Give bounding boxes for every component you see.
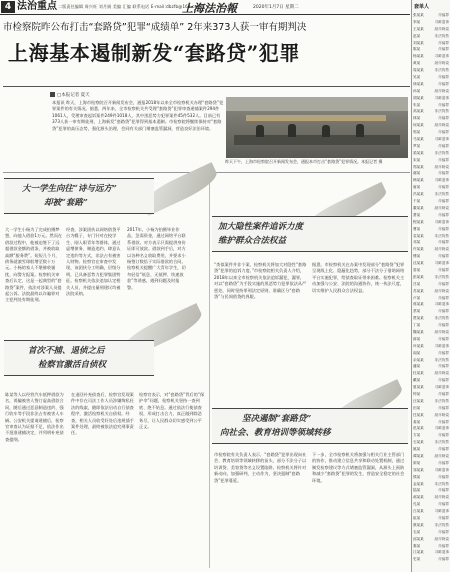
section-1-column-3: 2017年，小杨为拍摄毕业作品，急需资金，通过网络平台联系借款。对方表示只需提供身份证即可放款。借款到手后，对方以各种名义收取费用，并要求小杨签订数倍于实际借款的合同。检察机关提醒广大青年学生，切勿轻信“低息、无抵押、快速放款”等诱惑，遇到问题及时报警。	[127, 227, 186, 290]
sidebar-row	[413, 439, 449, 446]
charge-label: 敲诈勒索	[434, 123, 449, 128]
section-1-column-1: 大一学生小杨为了完成拍摄梦想，向他人借款1万元。然而在借款过程中，他被迫签下了远超借款金额的借条，并被收取高额“服务费”。短短几个月，债务就滚雪球般增至数十万元。小杨的家人不堪催收骚扰，向警方报案。检察机关审查后认定，这是一起典型的“套路贷”案件，依法对涉案人员提起公诉。法院最终以诈骗罪对主犯判处有期徒刑。	[5, 227, 63, 303]
sidebar-row	[413, 315, 449, 322]
section-1-title-line2: 却被“套路”	[44, 198, 88, 208]
charge-label: 寻衅滋事	[434, 137, 449, 142]
defendant-name: 孙某	[413, 88, 421, 93]
charge-label: 寻衅滋事	[434, 467, 449, 472]
defendant-name: 康某某	[413, 522, 424, 527]
section-3-title-line2: 检察官激活自侦权	[38, 360, 107, 370]
sidebar-row	[413, 494, 449, 501]
charge-label: 诈骗罪	[438, 516, 449, 521]
section-2-title-line2: 维护群众合法权益	[218, 236, 287, 246]
charge-label: 诈骗罪	[438, 143, 449, 148]
defendant-name: 董某某	[413, 205, 424, 210]
charge-label: 诈骗罪	[438, 378, 449, 383]
section-number-badge: 4	[1, 1, 15, 13]
sidebar-row	[413, 81, 449, 88]
charge-label: 诈骗罪	[438, 212, 449, 217]
sidebar-row	[413, 219, 449, 226]
defendant-name: 田某	[413, 405, 421, 410]
charge-label: 诈骗罪	[438, 364, 449, 369]
charge-label: 敲诈勒索	[434, 164, 449, 169]
byline: □本报记者 夏天	[57, 93, 90, 98]
sidebar-row	[413, 308, 449, 315]
defendant-name: 朱某	[413, 102, 421, 107]
sidebar-row	[413, 536, 449, 543]
charge-label: 非法拘禁	[434, 109, 449, 114]
section-4-title-line2: 向社会、教育培训等领域转移	[220, 428, 331, 438]
defendant-name: 萧某	[413, 212, 421, 217]
defendant-name: 冯某某	[413, 192, 424, 197]
sidebar-row	[413, 405, 449, 412]
charge-label: 寻衅滋事	[434, 302, 449, 307]
defendant-name: 杜某某	[413, 371, 424, 376]
section-2-title-line1: 加大隐性案件追诉力度	[218, 222, 304, 232]
sidebar-row	[413, 556, 449, 563]
main-headline: 上海基本遏制新发“套路贷”犯罪	[8, 41, 301, 65]
sidebar-row	[413, 46, 449, 53]
section-2-title-box	[212, 216, 408, 252]
sidebar-row	[413, 301, 449, 308]
section-3-column-3: 检察官表示，对“套路贷”背后的“保护伞”问题，检察机关坚持一查到底、绝不姑息。通过依法行使侦查权，形成打击合力，真正做到除恶务尽，让人民群众切实感受到公平正义。	[139, 392, 205, 430]
defendant-name: 贾某某	[413, 316, 424, 321]
charge-label: 敲诈勒索	[434, 536, 449, 541]
charge-label: 非法拘禁	[434, 192, 449, 197]
defendant-name: 苏某某	[413, 288, 424, 293]
sidebar-row	[413, 522, 449, 529]
sidebar-row	[413, 157, 449, 164]
sidebar-row	[413, 267, 449, 274]
charge-label: 敲诈勒索	[434, 61, 449, 66]
sidebar-list	[413, 12, 449, 563]
section-4-title-box	[212, 408, 408, 444]
defendant-name: 戴某	[413, 378, 421, 383]
sidebar-row	[413, 212, 449, 219]
headline-rule	[3, 86, 410, 87]
defendant-name: 姜某	[413, 419, 421, 424]
sidebar-row	[413, 136, 449, 143]
defendant-name: 阎某	[413, 350, 421, 355]
sidebar-row	[413, 233, 449, 240]
charge-label: 敲诈勒索	[434, 412, 449, 417]
charge-label: 诈骗罪	[438, 323, 449, 328]
charge-label: 非法拘禁	[434, 150, 449, 155]
sidebar-row	[413, 501, 449, 508]
defendant-name: 曾某	[413, 267, 421, 272]
sidebar-row	[413, 336, 449, 343]
section-4-column-2: 下一步，全市检察机关将加强与相关行业主管部门的协作，推动建立信息共享和联动处置机制，通过制发检察建议等方式堵塞监管漏洞，从源头上预防和减少“套路贷”犯罪的发生，营造安全稳定的社会环境。	[312, 452, 405, 483]
sidebar-row	[413, 487, 449, 494]
defendant-name: 秦某	[413, 543, 421, 548]
sidebar-row	[413, 432, 449, 439]
sidebar-row	[413, 164, 449, 171]
sidebar-row	[413, 198, 449, 205]
charge-label: 诈骗罪	[438, 75, 449, 80]
defendant-name: 卢某	[413, 295, 421, 300]
defendant-name: 廖某	[413, 460, 421, 465]
sidebar-row	[413, 549, 449, 556]
sidebar-row	[413, 508, 449, 515]
sidebar-row	[413, 143, 449, 150]
photo-person	[322, 125, 330, 137]
charge-label: 非法拘禁	[434, 440, 449, 445]
charge-label: 寻衅滋事	[434, 261, 449, 266]
defendant-name: 陈某	[413, 47, 421, 52]
charge-label: 诈骗罪	[438, 405, 449, 410]
charge-label: 非法拘禁	[434, 357, 449, 362]
newspaper-masthead: 上海法治報	[182, 2, 237, 15]
sidebar-row	[413, 391, 449, 398]
sidebar-row	[413, 12, 449, 19]
photo-person	[256, 125, 264, 137]
defendant-name: 叶某某	[413, 343, 424, 348]
charge-label: 诈骗罪	[438, 350, 449, 355]
defendant-name: 陆某	[413, 488, 421, 493]
charge-label: 诈骗罪	[438, 460, 449, 465]
charge-label: 非法拘禁	[434, 68, 449, 73]
defendant-name: 徐某某	[413, 81, 424, 86]
defendant-name: 林某	[413, 116, 421, 121]
defendant-name: 李某	[413, 19, 421, 24]
defendant-name: 赵某	[413, 33, 421, 38]
defendant-name: 马某某	[413, 137, 424, 142]
charge-label: 诈骗罪	[438, 488, 449, 493]
charge-label: 寻衅滋事	[434, 95, 449, 100]
defendant-name: 邹某某	[413, 467, 424, 472]
press-conference-photo	[226, 97, 408, 158]
sidebar-row	[413, 246, 449, 253]
sidebar-row	[413, 412, 449, 419]
defendant-name: 邱某某	[413, 536, 424, 541]
defendant-name: 史某	[413, 557, 421, 562]
charge-label: 诈骗罪	[438, 40, 449, 45]
defendant-name: 周某某	[413, 68, 424, 73]
defendant-name: 许某某	[413, 247, 424, 252]
charge-label: 敲诈勒索	[434, 288, 449, 293]
charge-label: 诈骗罪	[438, 557, 449, 562]
charge-label: 寻衅滋事	[434, 19, 449, 24]
defendant-name: 姚某	[413, 447, 421, 452]
sidebar-row	[413, 95, 449, 102]
defendant-name: 唐某	[413, 185, 421, 190]
sidebar-row	[413, 515, 449, 522]
charge-label: 诈骗罪	[438, 171, 449, 176]
charge-label: 寻衅滋事	[434, 385, 449, 390]
defendant-name: 熊某	[413, 474, 421, 479]
sidebar-row	[413, 322, 449, 329]
charge-label: 非法拘禁	[434, 233, 449, 238]
section-3-column-1: 陈某等人以经营汽车抵押借款为名，诱骗被害人签订虚高借款合同，随后通过恶意制造违约、强行收车等手段非法占有被害人车辆。公安机关提请逮捕后，检察官审查认为证据不足，依法作出不批准逮捕决定，并列明补充侦查提纲。	[5, 392, 64, 442]
sidebar-row	[413, 170, 449, 177]
editor-credits: 二版责任编辑 周兴旺 刘月娟 美编 汇编 联系电话 E-mail:dbzfb@163.com	[58, 4, 202, 9]
defendant-name: 傅某	[413, 254, 421, 259]
section-3-title-line1: 首次不捕、退侦之后	[28, 346, 105, 356]
sidebar-row	[413, 184, 449, 191]
sidebar-row	[413, 33, 449, 40]
section-4-column-1: 市检察院有关负责人表示，“套路贷”犯罪出现向社会、教育培训等领域转移的苗头，部分不法分子以培训贷、美容贷等名义设置陷阱。检察机关将针对新动向，加强研判，主动作为，坚决遏制“套路贷”犯罪蔓延。	[214, 452, 307, 483]
sidebar-row	[413, 60, 449, 67]
charge-label: 诈骗罪	[438, 47, 449, 52]
charge-label: 诈骗罪	[438, 391, 449, 396]
charge-label: 寻衅滋事	[434, 509, 449, 514]
defendant-name: 蔡某	[413, 309, 421, 314]
sidebar-row	[413, 460, 449, 467]
defendant-name: 金某某	[413, 481, 424, 486]
charge-label: 非法拘禁	[434, 481, 449, 486]
defendant-name: 胡某某	[413, 95, 424, 100]
defendant-name: 夏某某	[413, 385, 424, 390]
section-name: 法治重点	[17, 1, 57, 12]
section-4-title-line1: 坚决遏制“套路贷”	[242, 414, 312, 424]
section-1-title-line1: 大一学生向往“诗与远方”	[22, 184, 117, 194]
sidebar-row	[413, 350, 449, 357]
defendant-name: 王某某	[413, 26, 424, 31]
sidebar-row	[413, 191, 449, 198]
charge-label: 诈骗罪	[438, 240, 449, 245]
column-divider	[209, 176, 210, 568]
charge-label: 诈骗罪	[438, 529, 449, 534]
sidebar-row	[413, 543, 449, 550]
sidebar-row	[413, 343, 449, 350]
charge-label: 敲诈勒索	[434, 329, 449, 334]
sidebar-row	[413, 239, 449, 246]
sidebar-row	[413, 40, 449, 47]
defendant-name: 黄某	[413, 61, 421, 66]
photo-backdrop	[226, 97, 408, 111]
lead-paragraph: 本报讯 昨天，上海市检察院召开新闻发布会，通报2018年以来全市检察机关办理“套路贷”犯罪案件的有关情况。据悉，两年来，全市检察机关共受理“套路贷”犯罪审查逮捕案件294件1061人，受理审查起诉案件249件1018人，其中黑恶势力犯罪案件45件532人。目前已有373人获一审有期徒刑，上海新发“套路贷”犯罪得到基本遏制。市检察院将继续保持对“套路贷”犯罪的高压态势，强化源头治理，会同有关部门堵塞监管漏洞，营造良好法治环境。	[52, 100, 224, 131]
sidebar-row	[413, 329, 449, 336]
defendant-name: 崔某	[413, 516, 421, 521]
defendant-name: 高某某	[413, 109, 424, 114]
defendant-name: 何某某	[413, 123, 424, 128]
sidebar-row	[413, 88, 449, 95]
defendant-name: 于某	[413, 199, 421, 204]
defendant-name: 张某某	[413, 13, 424, 17]
sidebar-row	[413, 177, 449, 184]
charge-label: 诈骗罪	[438, 157, 449, 162]
defendant-name: 孔某	[413, 502, 421, 507]
charge-label: 敲诈勒索	[434, 26, 449, 31]
defendant-name: 郭某	[413, 130, 421, 135]
section-3-title-box	[4, 340, 154, 376]
charge-label: 诈骗罪	[438, 281, 449, 286]
charge-label: 诈骗罪	[438, 295, 449, 300]
sidebar-row	[413, 67, 449, 74]
sidebar-row	[413, 53, 449, 60]
sidebar-row	[413, 453, 449, 460]
sidebar-row	[413, 115, 449, 122]
sidebar-row	[413, 150, 449, 157]
defendant-name: 吴某	[413, 75, 421, 80]
charge-label: 非法拘禁	[434, 274, 449, 279]
sidebar-row	[413, 425, 449, 432]
charge-label: 寻衅滋事	[434, 426, 449, 431]
sidebar-row	[413, 529, 449, 536]
photo-caption: 昨天下午，上海市检察院召开新闻发布会，通报本市打击“套路贷”犯罪情况。本报记者 摄	[225, 159, 383, 164]
charge-label: 敲诈勒索	[434, 247, 449, 252]
sidebar-row	[413, 295, 449, 302]
sidebar-row	[413, 419, 449, 426]
charge-label: 敲诈勒索	[434, 454, 449, 458]
charge-label: 诈骗罪	[438, 543, 449, 548]
defendant-name: 袁某某	[413, 233, 424, 238]
section-3-column-2: 在退回补充侦查后，检察官发现案件中存在司法工作人员涉嫌徇私枉法的线索，随即依法启动自行侦查程序，激活检察机关自侦权。经查，相关人员收受好处后违规插手案件处理，最终被依法追究刑事责任。	[71, 392, 134, 436]
photo-banner	[246, 115, 386, 121]
defendant-name: 汪某某	[413, 398, 424, 403]
sidebar-row	[413, 384, 449, 391]
sidebar-row	[413, 102, 449, 109]
sidebar-row	[413, 129, 449, 136]
charge-label: 诈骗罪	[438, 474, 449, 479]
charge-label: 诈骗罪	[438, 199, 449, 204]
defendant-name: 潘某	[413, 364, 421, 369]
defendant-name: 白某某	[413, 509, 424, 514]
defendant-name: 郑某某	[413, 164, 424, 169]
headline-kicker: 市检察院昨公布打击“套路贷”犯罪“成绩单” 2年来373人获一审有期判决	[3, 22, 307, 33]
charge-label: 诈骗罪	[438, 185, 449, 190]
sidebar-row	[413, 474, 449, 481]
photo-person	[288, 124, 296, 137]
charge-label: 诈骗罪	[438, 130, 449, 135]
sidebar-row	[413, 377, 449, 384]
charge-label: 敲诈勒索	[434, 495, 449, 500]
charge-label: 非法拘禁	[434, 522, 449, 527]
defendant-name: 余某某	[413, 357, 424, 362]
defendant-name: 韩某某	[413, 178, 424, 183]
charge-label: 寻衅滋事	[434, 54, 449, 59]
defendant-name: 彭某某	[413, 274, 424, 279]
sidebar-row	[413, 281, 449, 288]
sidebar-row	[413, 74, 449, 81]
charge-label: 诈骗罪	[438, 81, 449, 86]
defendant-name: 刘某某	[413, 40, 424, 45]
defendant-name: 魏某某	[413, 329, 424, 334]
charge-label: 诈骗罪	[438, 447, 449, 452]
byline-marker-icon	[50, 92, 55, 97]
sidebar-row	[413, 446, 449, 453]
defendant-name: 江某某	[413, 550, 424, 555]
charge-label: 诈骗罪	[438, 102, 449, 107]
defendant-name: 邓某	[413, 240, 421, 245]
charge-label: 诈骗罪	[438, 13, 449, 17]
charge-label: 诈骗罪	[438, 116, 449, 121]
defendant-name: 郝某某	[413, 495, 424, 500]
defendant-name: 毛某	[413, 529, 421, 534]
defendant-name: 曹某	[413, 226, 421, 231]
section-2-column-2: 据悉，市检察机关在办案中发现部分“套路贷”犯罪呈现线上化、隐蔽化趋势，部分不法分子借助网络平台实施犯罪，给侦查取证带来困难。检察机关主动加强与公安、法院的沟通协作，统一执法尺度，切实维护人民群众合法权益。	[312, 262, 405, 293]
defendant-name: 杨某某	[413, 54, 424, 59]
charge-label: 诈骗罪	[438, 267, 449, 272]
charge-label: 诈骗罪	[438, 433, 449, 438]
section-1-title-box	[4, 178, 154, 214]
charge-label: 非法拘禁	[434, 398, 449, 403]
sidebar-row	[413, 260, 449, 267]
photo-person	[356, 124, 364, 137]
defendant-name: 任某某	[413, 412, 424, 417]
defendant-name: 罗某	[413, 143, 421, 148]
charge-label: 敲诈勒索	[434, 371, 449, 376]
sidebar-row	[413, 226, 449, 233]
section-2-column-1: “类似案件并非个案，检察机关将加大对隐性“套路贷”犯罪的追诉力度。”市检察院相关负责人介绍，2018年以来全市检察机关依法追诉漏犯、漏罪，对以“套路贷”为手段实施的黑恶势力犯罪依法从严惩处，同时坚持罪刑法定原则，准确区分“套路贷”与民间借贷的界限。	[214, 262, 307, 300]
charge-label: 诈骗罪	[438, 419, 449, 424]
charge-label: 寻衅滋事	[434, 219, 449, 224]
sidebar-row	[413, 274, 449, 281]
charge-label: 诈骗罪	[438, 226, 449, 231]
sidebar-row	[413, 370, 449, 377]
defendant-name: 丁某	[413, 323, 421, 328]
section-1-column-2: 经查，涉案团伙以网络借贷平台为幌子，专门针对在校学生、刚入职青年等群体，通过虚增债务、制造违约、肆意认定违约等方式，非法占有被害人财物。检察官在审查中发现，该团伙分工明确，层级分明，已具备恶势力犯罪集团特征。检察机关依法追加认定相关人员，并提出量刑建议均被法院采纳。	[66, 227, 121, 297]
defendant-name: 范某某	[413, 426, 424, 431]
defendant-name: 程某某	[413, 219, 424, 224]
defendant-name: 谢某	[413, 171, 421, 176]
defendant-name: 谭某某	[413, 454, 424, 458]
charge-label: 寻衅滋事	[434, 343, 449, 348]
charge-label: 寻衅滋事	[434, 178, 449, 183]
sidebar-row	[413, 288, 449, 295]
sidebar-row	[413, 19, 449, 26]
sidebar-row	[413, 253, 449, 260]
sidebar-row	[413, 108, 449, 115]
charge-label: 寻衅滋事	[434, 550, 449, 555]
sidebar-row	[413, 481, 449, 488]
charge-label: 诈骗罪	[438, 336, 449, 341]
charge-label: 非法拘禁	[434, 316, 449, 321]
sidebar-row	[413, 363, 449, 370]
charge-label: 敲诈勒索	[434, 88, 449, 93]
charge-label: 诈骗罪	[438, 502, 449, 507]
defendant-name: 蒋某某	[413, 302, 424, 307]
defendant-name: 石某某	[413, 440, 424, 445]
sidebar-row	[413, 467, 449, 474]
charge-label: 诈骗罪	[438, 309, 449, 314]
charge-label: 诈骗罪	[438, 254, 449, 259]
defendant-name: 薛某	[413, 336, 421, 341]
defendant-name: 方某	[413, 433, 421, 438]
charge-label: 非法拘禁	[434, 33, 449, 38]
sidebar-row	[413, 26, 449, 33]
sidebar-row	[413, 357, 449, 364]
sidebar-row	[413, 398, 449, 405]
charge-label: 敲诈勒索	[434, 205, 449, 210]
defendant-name: 吕某	[413, 281, 421, 286]
issue-date: 2020年1月7日 星期二	[253, 5, 299, 10]
defendant-name: 钟某	[413, 391, 421, 396]
sidebar-row	[413, 122, 449, 129]
sidebar-row	[413, 205, 449, 212]
defendant-name: 沈某某	[413, 261, 424, 266]
defendant-name: 梁某某	[413, 150, 424, 155]
defendant-name: 宋某	[413, 157, 421, 162]
sidebar-heading: 套单人	[414, 4, 430, 10]
